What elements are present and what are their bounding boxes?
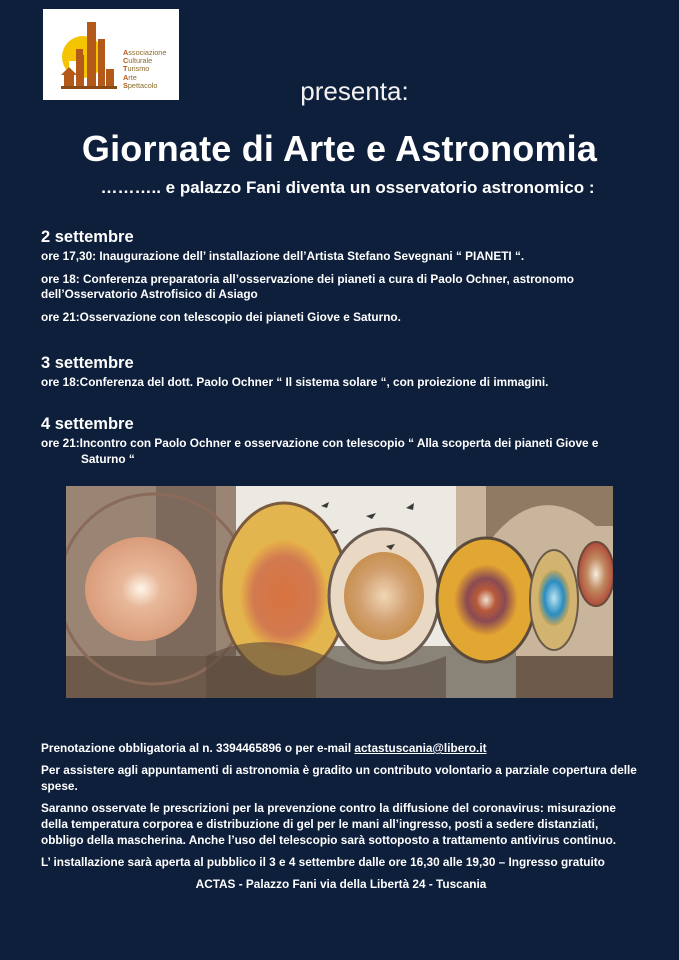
program-day-1	[41, 228, 641, 332]
page-subtitle: ……….. e palazzo Fani diventa un osservatorio astronomico :	[100, 178, 595, 197]
logo-text: Associazione Culturale Turismo Arte Spettacolo	[123, 48, 167, 90]
booking-line	[41, 740, 641, 756]
day-date: 2 settembre	[41, 228, 134, 246]
installation-photo	[66, 486, 613, 698]
program-item: ore 21:Osservazione con telescopio dei pianeti Giove e Saturno.	[41, 309, 401, 324]
footer-info	[41, 740, 641, 898]
program-item: ore 18: Conferenza preparatoria all’osservazione dei pianeti a cura di Paolo Ochner, astronomo dell’Osservatorio Astrofisico di Asiago	[41, 271, 574, 301]
venue-address: ACTAS - Palazzo Fani via della Libertà 24 - Tuscania	[195, 877, 487, 891]
program-item: ore 17,30: Inaugurazione dell’ installazione dell’Artista Stefano Sevegnani “ PIANETI “.	[41, 249, 525, 263]
installation-hours: L’ installazione sarà aperta al pubblico il 3 e 4 settembre dalle ore 16,30 alle 19,30 – Ingresso gratuito	[41, 855, 605, 869]
program-day-2	[41, 354, 641, 398]
program-day-3	[41, 415, 641, 474]
program-item: ore 18:Conferenza del dott. Paolo Ochner “ Il sistema solare “, con proiezione di immagini.	[41, 375, 549, 389]
booking-text: Prenotazione obbligatoria al n. 3394465896 o per e-mail	[41, 741, 355, 755]
contribution-text: Per assistere agli appuntamenti di astronomia è gradito un contributo volontario a parziale copertura delle spese.	[41, 763, 637, 793]
page-title: Giornate di Arte e Astronomia	[81, 128, 598, 169]
presenta-label: presenta:	[300, 76, 409, 106]
day-date: 4 settembre	[41, 415, 134, 433]
day-date: 3 settembre	[41, 354, 134, 372]
booking-email-link[interactable]: actastuscania@libero.it	[354, 741, 487, 755]
covid-text: Saranno osservate le prescrizioni per la prevenzione contro la diffusione del coronavirus: misurazione della temperatura corporea e distribuzione di gel per le mani all’ingresso, posti a sedere distanziati, obbligo della mascherina. Anche l’uso del telescopio sarà sottoposto a trattamento antivirus continuo.	[41, 801, 617, 847]
program-item: ore 21:Incontro con Paolo Ochner e osservazione con telescopio “ Alla scoperta dei pianeti Giove e Saturno “	[41, 436, 599, 466]
